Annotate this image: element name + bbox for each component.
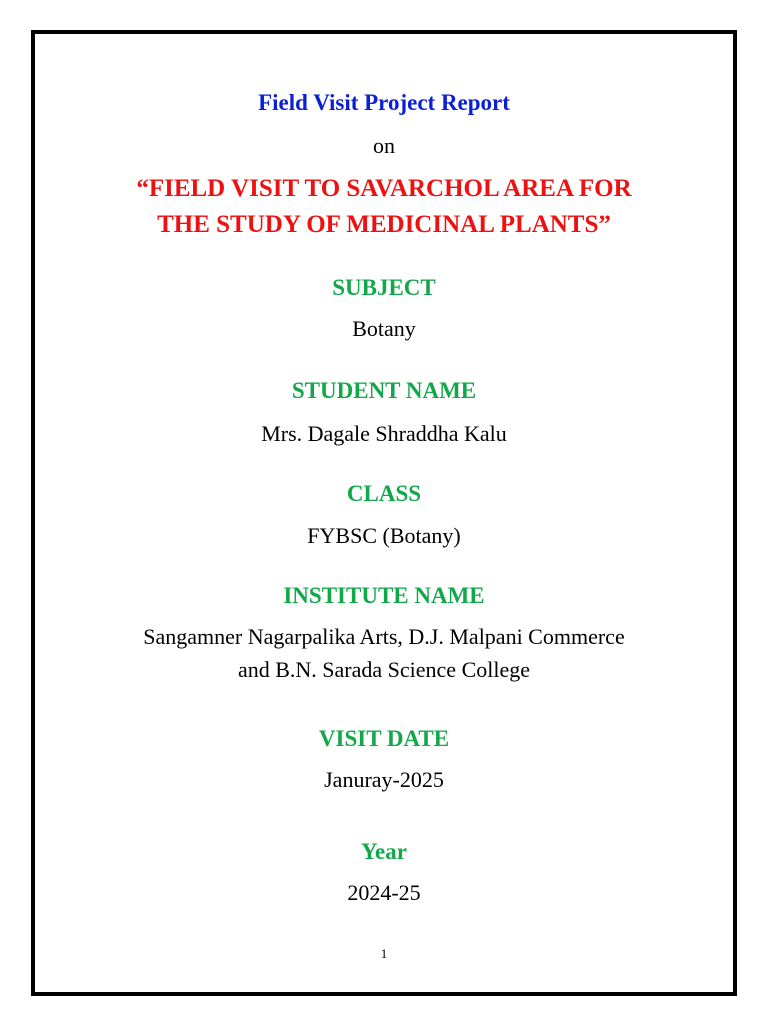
- subject-label: SUBJECT: [332, 275, 436, 300]
- report-title-line-2: THE STUDY OF MEDICINAL PLANTS”: [157, 211, 611, 238]
- class-label: CLASS: [346, 481, 422, 506]
- subject-value: Botany: [352, 316, 416, 341]
- year-label: Year: [361, 839, 407, 864]
- page-number: 1: [380, 946, 388, 961]
- report-title-line-1: “FIELD VISIT TO SAVARCHOL AREA FOR: [136, 175, 632, 202]
- on-text: on: [373, 133, 395, 158]
- student-name-value: Mrs. Dagale Shraddha Kalu: [261, 421, 507, 446]
- institute-name-line-2: and B.N. Sarada Science College: [237, 657, 530, 682]
- institute-name-label: INSTITUTE NAME: [283, 583, 485, 608]
- visit-date-value: Januray-2025: [324, 767, 444, 792]
- institute-name-line-1: Sangamner Nagarpalika Arts, D.J. Malpani Commerce: [143, 624, 625, 649]
- visit-date-label: VISIT DATE: [318, 726, 450, 751]
- year-value: 2024-25: [347, 880, 421, 905]
- class-value: FYBSC (Botany): [307, 523, 461, 548]
- report-heading: Field Visit Project Report: [258, 90, 510, 115]
- student-name-label: STUDENT NAME: [291, 378, 477, 403]
